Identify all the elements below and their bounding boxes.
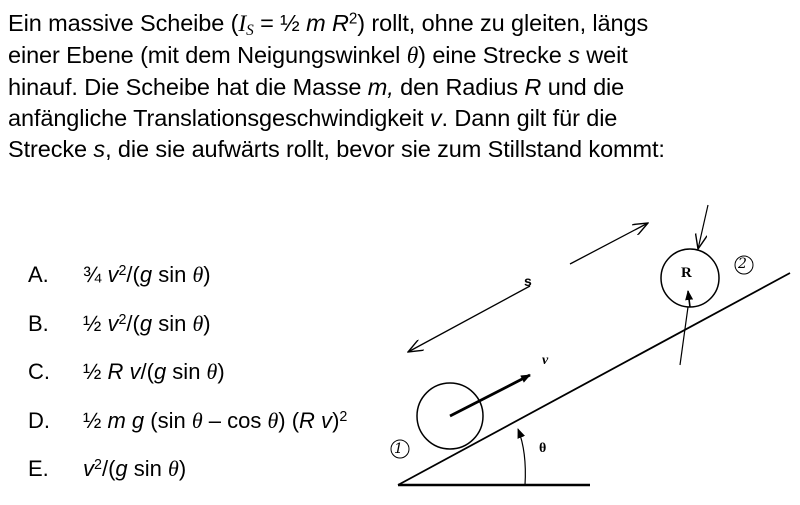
formula-part: ) — [332, 407, 340, 433]
symbol-g: g — [125, 407, 145, 433]
text-segment: und die — [541, 74, 625, 100]
symbol-v: v — [107, 310, 119, 336]
question-text — [8, 8, 796, 165]
symbol-g: g — [153, 359, 167, 384]
incline-plane — [398, 273, 790, 485]
incline-drawing — [380, 195, 800, 502]
question-line-3 — [8, 72, 796, 103]
symbol-s: s — [568, 42, 580, 68]
velocity-arrow — [450, 375, 530, 416]
text-segment: einer Ebene (mit dem Neigungswinkel — [8, 42, 407, 68]
radius-label: R — [681, 265, 692, 281]
distance-arrow-upper — [570, 223, 648, 264]
text-segment: den Radius — [393, 74, 525, 100]
formula-part: ½ — [83, 407, 108, 433]
symbol-theta: θ — [192, 262, 204, 287]
symbol-v: v — [83, 456, 94, 481]
symbol-R: R — [325, 10, 349, 36]
text-segment: anfängliche Translationsgeschwindigkeit — [8, 105, 430, 131]
formula-part: ) — [203, 310, 211, 336]
text-segment: , die sie aufwärts rollt, bevor sie zum Stillstand kommt: — [105, 136, 665, 162]
symbol-v: v — [429, 105, 442, 131]
symbol-m: m — [107, 407, 126, 433]
velocity-label: v — [542, 353, 549, 368]
question-line-4 — [8, 103, 796, 134]
symbol-theta: θ — [406, 43, 419, 69]
symbol-theta: θ — [168, 456, 179, 481]
text-segment: Ein massive Scheibe ( — [8, 10, 239, 36]
symbol-theta: θ — [191, 407, 203, 433]
option-letter: A. — [28, 262, 49, 287]
formula-part: /( — [101, 456, 116, 481]
formula-part: ½ — [83, 359, 108, 384]
formula-part: /( — [126, 310, 140, 336]
formula-part: (sin — [144, 407, 192, 433]
question-line-1 — [8, 8, 796, 40]
symbol-m: m — [306, 10, 326, 36]
exponent: 2 — [118, 311, 127, 328]
option-d[interactable] — [28, 408, 398, 457]
formula-part: ) — [178, 456, 187, 481]
symbol-R: R — [107, 359, 124, 384]
symbol-R: R — [524, 74, 542, 100]
normal-arrow-upper — [698, 205, 708, 249]
exponent-2: 2 — [348, 10, 358, 28]
option-c[interactable] — [28, 359, 398, 408]
formula-part: ½ — [83, 310, 108, 336]
text-segment: ) eine Strecke — [418, 42, 569, 68]
symbol-v: v — [107, 262, 119, 287]
text-segment: = ½ — [253, 10, 307, 36]
text-segment: Strecke — [8, 136, 94, 162]
formula-part: ) ( — [278, 407, 300, 433]
text-segment: . Dann gilt für die — [441, 105, 618, 131]
symbol-v: v — [123, 359, 141, 384]
text-segment: weit — [579, 42, 628, 68]
text-segment: hinauf. Die Scheibe hat die Masse — [8, 74, 368, 100]
option-a[interactable] — [28, 262, 398, 311]
option-letter: C. — [28, 359, 50, 384]
symbol-theta: θ — [206, 359, 218, 384]
distance-arrow-lower — [408, 286, 530, 352]
symbol-theta: θ — [267, 407, 279, 433]
exponent: 2 — [94, 456, 102, 473]
option-formula — [83, 456, 186, 482]
radius-arrow — [688, 291, 690, 307]
option-formula — [83, 262, 211, 288]
symbol-v: v — [314, 407, 333, 433]
symbol-g: g — [115, 456, 128, 481]
exponent: 2 — [339, 408, 348, 425]
incline-figure — [380, 195, 800, 502]
question-line-2 — [8, 40, 796, 72]
symbol-theta: θ — [192, 310, 204, 336]
option-letter: D. — [28, 407, 50, 433]
position-2-label: 2 — [738, 256, 747, 272]
angle-arc-arrow — [518, 429, 525, 485]
subscript-S: S — [246, 21, 254, 39]
formula-part: ) — [203, 262, 211, 287]
inertia-symbol — [238, 11, 253, 37]
formula-part: sin — [152, 262, 193, 287]
symbol-g: g — [139, 262, 153, 287]
normal-line-lower — [680, 307, 688, 365]
exponent: 2 — [118, 262, 127, 279]
distance-label: s — [524, 273, 532, 289]
option-letter: E. — [28, 456, 49, 481]
symbol-I: I — [238, 11, 247, 37]
formula-part: sin — [127, 456, 169, 481]
question-line-5 — [8, 134, 796, 165]
formula-part: sin — [152, 310, 193, 336]
formula-part: – cos — [202, 407, 268, 433]
symbol-g: g — [139, 310, 153, 336]
option-e[interactable] — [28, 456, 398, 505]
option-b[interactable] — [28, 311, 398, 360]
angle-label: θ — [539, 441, 547, 456]
text-segment: ) rollt, ohne zu gleiten, längs — [357, 10, 649, 36]
option-formula — [83, 311, 211, 337]
answer-options — [28, 262, 398, 505]
position-1-label: 1 — [394, 441, 403, 457]
formula-part: sin — [166, 359, 207, 384]
symbol-m: m, — [367, 74, 394, 100]
option-formula — [83, 408, 347, 434]
symbol-s: s — [93, 136, 106, 162]
option-letter: B. — [28, 310, 49, 336]
formula-part: /( — [140, 359, 154, 384]
formula-part: ) — [217, 359, 225, 384]
formula-part: /( — [126, 262, 140, 287]
formula-part: ¾ — [83, 262, 108, 287]
option-formula — [83, 359, 225, 385]
symbol-R: R — [299, 407, 315, 433]
